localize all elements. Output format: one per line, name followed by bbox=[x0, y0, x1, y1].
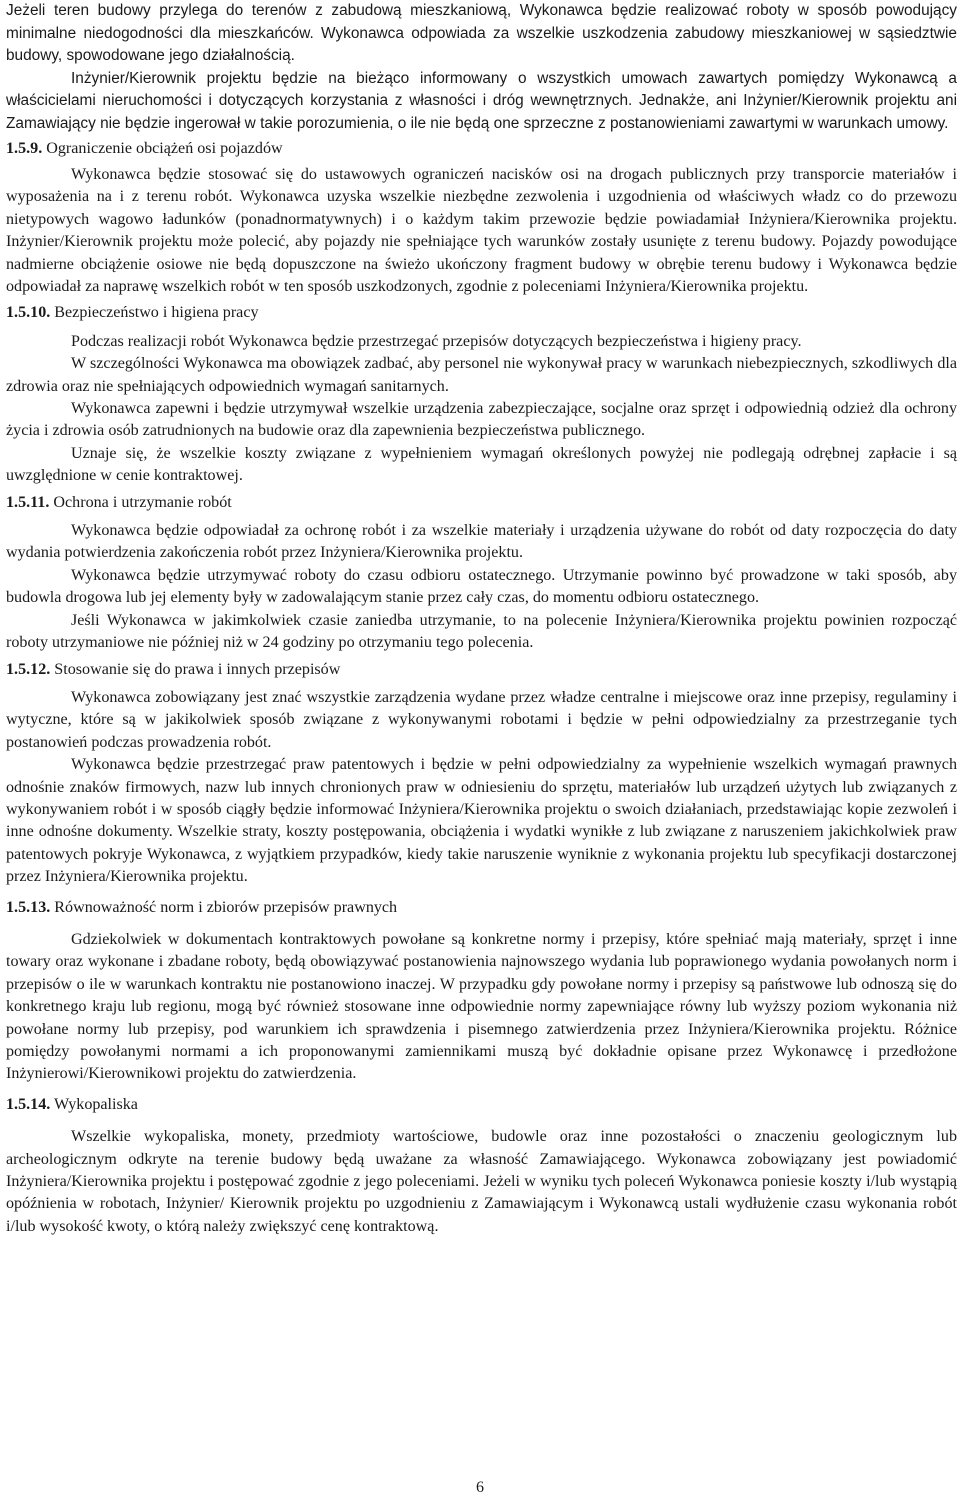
page-number: 6 bbox=[476, 1479, 484, 1496]
section-heading bbox=[6, 659, 957, 681]
section-paragraph: Wykonawca będzie utrzymywać roboty do czasu odbioru ostatecznego. Utrzymanie powinno być prowadzone w taki sposób, aby budowla drogowa lub jej elementy były w zadowalającym stanie przez cały czas, do momentu odbioru ostatecznego. bbox=[6, 566, 957, 607]
section-paragraph: Wykonawca będzie przestrzegać praw patentowych i będzie w pełni odpowiedzialny za wypełnienie wszelkich wymagań prawnych odnośnie znaków firmowych, nazw lub innych chronionych praw w odniesieniu do sprzętu, materiałów lub urządzeń użytych lub związanych z wykonywaniem robót i w sposób ciągły będzie informować Inżyniera/Kierownika projektu o swoich działaniach, przedstawiając kopie zezwoleń i inne odnośne dokumenty. Wszelkie straty, koszty postępowania, obciążenia i wydatki wynikłe z lub związane z naruszeniem jakichkolwiek praw patentowych pokryje Wykonawca, z wyjątkiem przypadków, kiedy takie naruszenie wyniknie z wykonania projektu lub specyfikacji dostarczonej przez Inżyniera/Kierownika projektu. bbox=[6, 756, 957, 886]
section-paragraph: Wykonawca zapewni i będzie utrzymywał wszelkie urządzenia zabezpieczające, socjalne oraz sprzęt i odpowiednią odzież dla ochrony życia i zdrowia osób zatrudnionych na budowie oraz dla zapewnienia bezpieczeństwa publicznego. bbox=[6, 400, 957, 440]
section-title: Ochrona i utrzymanie robót bbox=[53, 493, 232, 511]
section-number: 1.5.12. bbox=[6, 660, 51, 678]
section-heading bbox=[6, 302, 957, 324]
section-title: Wykopaliska bbox=[54, 1095, 138, 1113]
section-paragraph: Podczas realizacji robót Wykonawca będzie przestrzegać przepisów dotyczących bezpieczeństwa i higieny pracy. bbox=[71, 332, 802, 350]
section-heading bbox=[6, 138, 957, 160]
section-paragraph: Jeśli Wykonawca w jakimkolwiek czasie zaniedba utrzymanie, to na polecenie Inżyniera/Kierownika projektu powinien rozpocząć roboty utrzymaniowe nie później niż w 24 godziny po otrzymaniu tego polecenia. bbox=[6, 611, 957, 652]
section-heading bbox=[6, 492, 957, 514]
section-1-5-13 bbox=[6, 897, 957, 1086]
section-1-5-10 bbox=[6, 302, 957, 487]
section-paragraph: Uznaje się, że wszelkie koszty związane z wypełnieniem wymagań określonych powyżej nie podlegają odrębnej zapłacie i są uwzględnione w cenie kontraktowej. bbox=[6, 444, 957, 485]
section-heading bbox=[6, 1094, 957, 1116]
section-paragraph: Wszelkie wykopaliska, monety, przedmioty wartościowe, budowle oraz inne pozostałości o znaczeniu geologicznym lub archeologicznym odkryte na terenie budowy będą uważane za własność Zamawiającego. Wykonawca zobowiązany jest powiadomić Inżyniera/Kierownika projektu i postępować zgodnie z jego poleceniami. Jeżeli w wyniku tych poleceń Wykonawca poniesie koszty i/lub wystąpią opóźnienia w robotach, Inżynier/ Kierownik projektu po uzgodnieniu z Zamawiającym i Wykonawcą ustali wydłużenie czasu wykonania robót i/lub wysokość kwoty, o którą należy zwiększyć cenę kontraktową. bbox=[6, 1128, 957, 1235]
section-title: Równoważność norm i zbiorów przepisów prawnych bbox=[54, 898, 398, 916]
section-number: 1.5.14. bbox=[6, 1095, 51, 1113]
section-title: Stosowanie się do prawa i innych przepisów bbox=[54, 660, 341, 678]
intro-paragraph-1: Jeżeli teren budowy przylega do terenów z zabudową mieszkaniową, Wykonawca będzie realizować roboty w sposób powodujący minimalne niedogodności dla mieszkańców. Wykonawca odpowiada za wszelkie uszkodzenia zabudowy mieszkaniowej w sąsiedztwie budowy, spowodowane jego działalnością. bbox=[6, 2, 957, 65]
section-number: 1.5.13. bbox=[6, 898, 51, 916]
intro-paragraph-2: Inżynier/Kierownik projektu będzie na bieżąco informowany o wszystkich umowach zawartych pomiędzy Wykonawcą a właścicielami nieruchomości i dotyczących korzystania z własności i dróg wewnętrznych. Jednakże, ani Inżynier/Kierownik projektu ani Zamawiający nie będzie ingerował w takie porozumienia, o ile nie będą one sprzeczne z postanowieniami zawartymi w warunkach umowy. bbox=[6, 69, 957, 132]
section-title: Bezpieczeństwo i higiena pracy bbox=[54, 304, 259, 322]
section-number: 1.5.9. bbox=[6, 139, 43, 157]
document-page bbox=[6, 0, 957, 1238]
section-paragraph: Wykonawca będzie odpowiadał za ochronę robót i za wszelkie materiały i urządzenia używane do robót od daty rozpoczęcia do daty wydania potwierdzenia zakończenia robót przez Inżyniera/Kierownika projektu. bbox=[6, 522, 957, 562]
section-paragraph: Wykonawca zobowiązany jest znać wszystkie zarządzenia wydane przez władze centralne i miejscowe oraz inne przepisy, regulaminy i wytyczne, które są w jakikolwiek sposób związane z wykonywanymi robotami i będzie w pełni odpowiedzialny za przestrzeganie tych postanowień podczas prowadzenia robót. bbox=[6, 688, 957, 751]
section-heading bbox=[6, 897, 957, 919]
section-paragraph: W szczególności Wykonawca ma obowiązek zadbać, aby personel nie wykonywał pracy w warunkach niebezpiecznych, szkodliwych dla zdrowia oraz nie spełniających odpowiednich wymagań sanitarnych. bbox=[6, 355, 957, 395]
section-number: 1.5.10. bbox=[6, 304, 51, 322]
section-1-5-9 bbox=[6, 138, 957, 299]
section-paragraph: Wykonawca będzie stosować się do ustawowych ograniczeń nacisków osi na drogach publicznych przy transporcie materiałów i wyposażenia na i z terenu robót. Wykonawca uzyska wszelkie niezbędne zezwolenia i uzgodnienia od właściwych władz co do przewozu nietypowych wagowo ładunków (ponadnormatywnych) i o każdym takim przewozie będzie powiadamiał Inżyniera/Kierownika projektu. Inżynier/Kierownik projektu może polecić, aby pojazdy nie spełniające tych warunków zostały usunięte z terenu budowy. Pojazdy powodujące nadmierne obciążenie osiowe nie będą dopuszczone na świeżo ukończony fragment budowy w obrębie terenu budowy i Wykonawca będzie odpowiadał za naprawę wszelkich robót w ten sposób uszkodzonych, zgodnie z poleceniami Inżyniera/Kierownika projektu. bbox=[6, 165, 957, 295]
section-1-5-11 bbox=[6, 492, 957, 655]
section-number: 1.5.11. bbox=[6, 493, 50, 511]
section-1-5-12 bbox=[6, 659, 957, 889]
intro-block bbox=[6, 0, 957, 136]
section-title: Ograniczenie obciążeń osi pojazdów bbox=[46, 139, 283, 157]
section-paragraph: Gdziekolwiek w dokumentach kontraktowych powołane są konkretne normy i przepisy, które spełniać mają materiały, sprzęt i inne towary oraz wykonane i zbadane roboty, będą obowiązywać postanowienia najnowszego wydania lub poprawionego wydania powołanych norm i przepisów o ile w warunkach kontraktu nie postanowiono inaczej. W przypadku gdy powołane normy i przepisy są państwowe lub odnoszą się do konkretnego kraju lub regionu, mogą być również stosowane inne odpowiednie normy zapewniające równy lub wyższy poziom wykonania niż powołane normy lub przepisy, pod warunkiem ich sprawdzenia i pisemnego zatwierdzenia przez Inżyniera/Kierownika projektu. Różnice pomiędzy powołanymi normami a ich proponowanymi zamiennikami muszą być dokładnie opisane przez Wykonawcę i przedłożone Inżynierowi/Kierownikowi projektu do zatwierdzenia. bbox=[6, 930, 957, 1083]
section-1-5-14 bbox=[6, 1094, 957, 1238]
